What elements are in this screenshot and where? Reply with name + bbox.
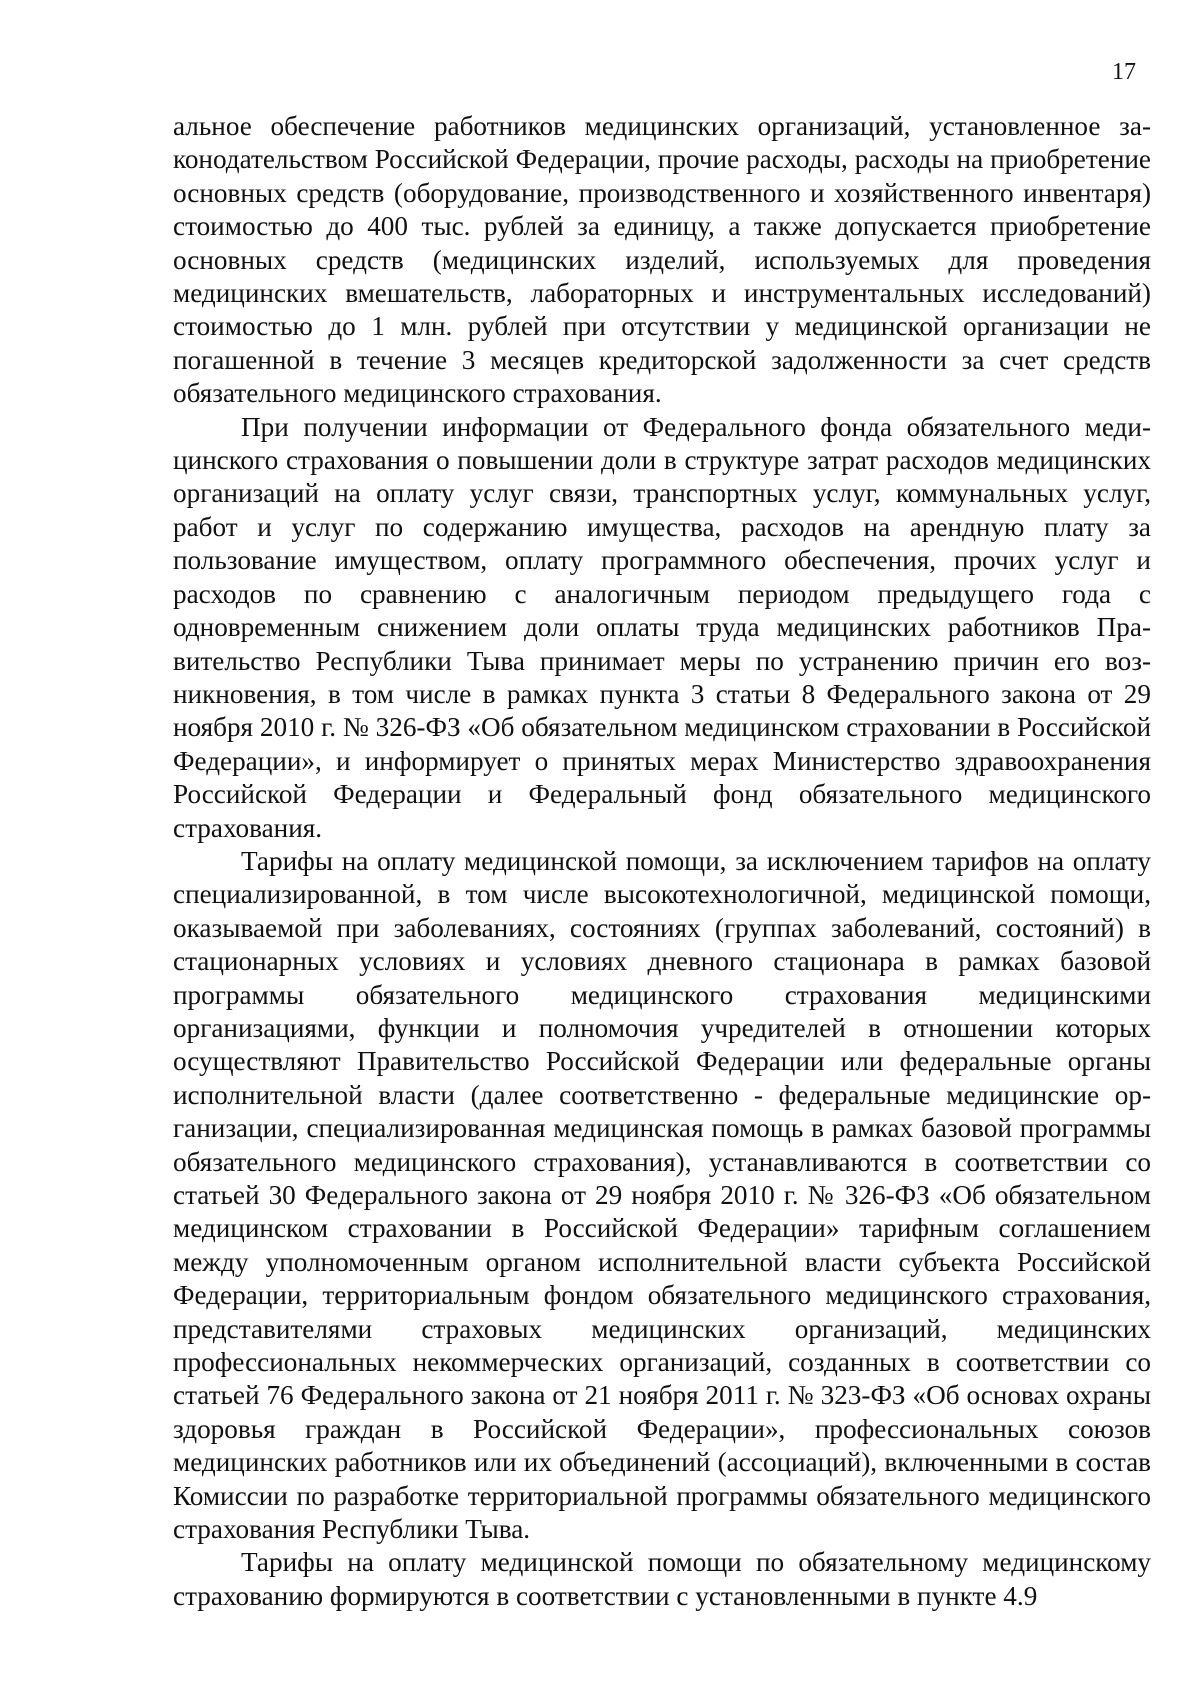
paragraph-tariffs-agreement: Тарифы на оплату медицинской помощи, за исключением тарифов на оплату специализированной, в том числе высокотехнологичной, медицинской помощи, оказываемой при заболеваниях, состояниях (группах заболеваний, состояний) в стационарных условиях и условиях дневного стационара в рамках базовой программы обязательного медицинского страхования медицинскими организациями, функции и полномочия учредителей в отношении которых осуществляют Правительство Российской Федерации или федеральные органы исполнительной власти (далее соответственно - федеральные медицинские организации, специализированная медицинская помощь в рамках базовой программы обязательного медицинского страхования), устанавливаются в соответствии со статьей 30 Федерального закона от 29 ноября 2010 г. № 326-ФЗ «Об обязательном медицинском страховании в Российской Федерации» тарифным соглашением между уполномоченным органом исполнительной власти субъекта Российской Федерации, территориальным фондом обязательного медицинского страхования, представителями страховых медицинских организаций, медицинских профессиональных некоммерческих организаций, созданных в соответствии со статьей 76 Федерального закона от 21 ноября 2011 г. № 323-ФЗ «Об основах охраны здоровья граждан в Российской Федерации», профессиональных союзов медицинских работников или их объединений (ассоциаций), включенными в состав Комиссии по разработке территориальной программы обязательного медицинского страхования Республики Тыва. — [173, 845, 1151, 1545]
body-text — [173, 110, 1151, 1613]
page-number: 17 — [1112, 59, 1136, 85]
paragraph-tariffs-formation: Тарифы на оплату медицинской помощи по обязательному медицинскому страхованию формируются в соответствии с установленными в пункте 4.9 — [173, 1547, 1151, 1611]
paragraph-continuation: альное обеспечение работников медицинских организаций, установленное законодательством Российской Федерации, прочие расходы, расходы на приобретение основных средств (оборудование, производственного и хозяйственного инвентаря) стоимостью до 400 тыс. рублей за единицу, а также допускается приобретение основных средств (медицинских изделий, используемых для проведения медицинских вмешательств, лабораторных и инструментальных исследований) стоимостью до 1 млн. рублей при отсутствии у медицинской организации не погашенной в течение 3 месяцев кредиторской задолженности за счет средств обязательного медицинского страхования. — [173, 111, 1151, 409]
paragraph-ffoms-information: При получении информации от Федерального фонда обязательного медицинского страхования о повышении доли в структуре затрат расходов медицинских организаций на оплату услуг связи, транспортных услуг, коммунальных услуг, работ и услуг по содержанию имущества, расходов на арендную плату за пользование имуществом, оплату программного обеспечения, прочих услуг и расходов по сравнению с аналогичным периодом предыдущего года с одновременным снижением доли оплаты труда медицинских работников Правительство Республики Тыва принимает меры по устранению причин его возникновения, в том числе в рамках пункта 3 статьи 8 Федерального закона от 29 ноября 2010 г. № 326-ФЗ «Об обязательном медицинском страховании в Российской Федерации», и информирует о принятых мерах Министерство здравоохранения Российской Федерации и Федеральный фонд обязательного медицинского страхования. — [173, 411, 1151, 843]
